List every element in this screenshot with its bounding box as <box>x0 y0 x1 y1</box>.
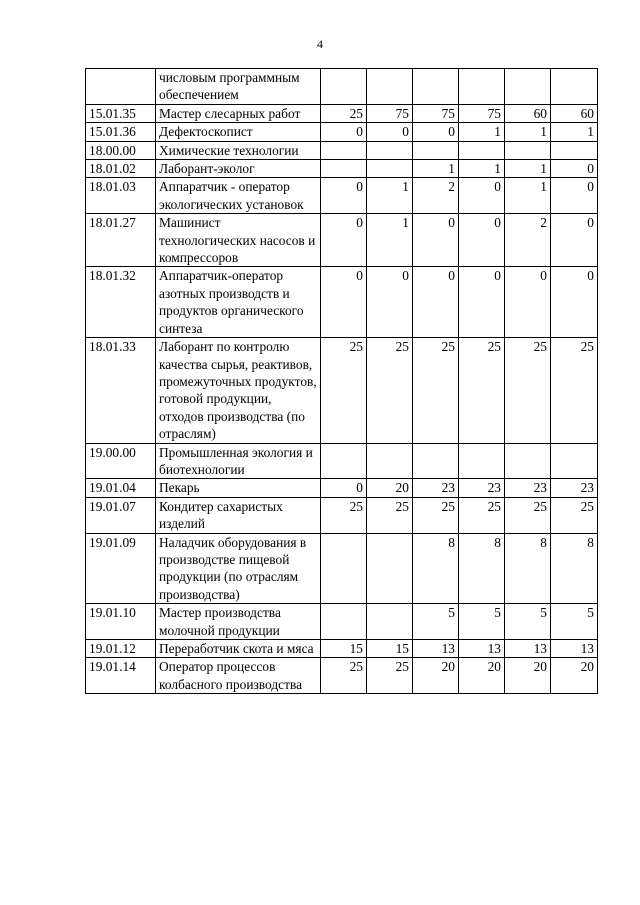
row-name: числовым программным обеспечением <box>156 69 321 105</box>
table-row <box>86 338 598 443</box>
row-value: 20 <box>505 658 551 694</box>
row-code: 18.01.03 <box>86 178 156 214</box>
row-value <box>413 443 459 479</box>
row-value: 23 <box>551 479 598 497</box>
row-value: 0 <box>551 267 598 338</box>
row-value: 0 <box>321 267 367 338</box>
row-code: 15.01.36 <box>86 123 156 141</box>
row-code: 15.01.35 <box>86 104 156 122</box>
page-number: 4 <box>317 37 323 51</box>
row-value: 5 <box>551 604 598 640</box>
row-name: Кондитер сахаристых изделий <box>156 497 321 533</box>
row-value: 0 <box>321 178 367 214</box>
row-value: 0 <box>413 123 459 141</box>
row-value: 20 <box>367 479 413 497</box>
row-value: 20 <box>459 658 505 694</box>
row-value: 23 <box>459 479 505 497</box>
row-value: 25 <box>367 338 413 443</box>
row-value: 8 <box>505 533 551 604</box>
row-value: 13 <box>413 640 459 658</box>
row-value: 25 <box>321 338 367 443</box>
row-value: 15 <box>367 640 413 658</box>
row-name: Мастер слесарных работ <box>156 104 321 122</box>
row-value: 5 <box>459 604 505 640</box>
row-value <box>367 69 413 105</box>
row-name: Мастер производства молочной продукции <box>156 604 321 640</box>
row-name: Аппаратчик-оператор азотных производств и продуктов органического синтеза <box>156 267 321 338</box>
row-value: 0 <box>551 214 598 267</box>
row-value: 1 <box>551 123 598 141</box>
row-value <box>505 443 551 479</box>
row-value: 75 <box>459 104 505 122</box>
row-code <box>86 69 156 105</box>
row-value: 75 <box>413 104 459 122</box>
row-value <box>367 141 413 159</box>
row-code: 19.01.10 <box>86 604 156 640</box>
row-value <box>367 160 413 178</box>
table-row <box>86 533 598 604</box>
row-name: Пекарь <box>156 479 321 497</box>
row-value: 25 <box>413 338 459 443</box>
row-value: 0 <box>459 214 505 267</box>
row-value: 8 <box>413 533 459 604</box>
row-value: 25 <box>551 338 598 443</box>
row-value: 2 <box>505 214 551 267</box>
row-name: Оператор процессов колбасного производства <box>156 658 321 694</box>
row-value: 25 <box>459 497 505 533</box>
row-value: 0 <box>321 214 367 267</box>
table-row <box>86 141 598 159</box>
row-value: 75 <box>367 104 413 122</box>
row-value: 0 <box>367 123 413 141</box>
row-value <box>367 443 413 479</box>
row-value: 13 <box>505 640 551 658</box>
row-value: 0 <box>551 178 598 214</box>
row-value: 0 <box>505 267 551 338</box>
row-value: 60 <box>551 104 598 122</box>
row-value: 25 <box>413 497 459 533</box>
row-value <box>367 533 413 604</box>
row-value: 1 <box>505 160 551 178</box>
row-code: 18.00.00 <box>86 141 156 159</box>
row-value: 25 <box>321 658 367 694</box>
row-value: 1 <box>413 160 459 178</box>
row-code: 18.01.27 <box>86 214 156 267</box>
table-row <box>86 123 598 141</box>
row-code: 18.01.02 <box>86 160 156 178</box>
row-code: 18.01.32 <box>86 267 156 338</box>
row-value: 1 <box>505 178 551 214</box>
row-code: 19.01.07 <box>86 497 156 533</box>
row-value <box>459 141 505 159</box>
row-value: 1 <box>367 178 413 214</box>
row-value: 0 <box>413 214 459 267</box>
row-value: 1 <box>459 123 505 141</box>
row-value: 20 <box>551 658 598 694</box>
table-row <box>86 104 598 122</box>
table-row <box>86 443 598 479</box>
row-value <box>505 69 551 105</box>
table-row <box>86 479 598 497</box>
row-value <box>459 69 505 105</box>
row-value: 0 <box>321 479 367 497</box>
row-value: 25 <box>321 497 367 533</box>
row-value: 20 <box>413 658 459 694</box>
row-value: 25 <box>551 497 598 533</box>
row-name: Химические технологии <box>156 141 321 159</box>
row-value: 15 <box>321 640 367 658</box>
row-name: Лаборант по контролю качества сырья, реактивов, промежуточных продуктов, готовой продукции, отходов производства (по отраслям) <box>156 338 321 443</box>
row-value: 2 <box>413 178 459 214</box>
row-value <box>459 443 505 479</box>
row-value: 0 <box>459 178 505 214</box>
row-value: 13 <box>551 640 598 658</box>
row-value <box>551 69 598 105</box>
row-name: Аппаратчик - оператор экологических установок <box>156 178 321 214</box>
row-value: 13 <box>459 640 505 658</box>
row-value: 0 <box>413 267 459 338</box>
table-row <box>86 214 598 267</box>
row-value: 1 <box>459 160 505 178</box>
table-row <box>86 497 598 533</box>
table-row <box>86 640 598 658</box>
row-code: 18.01.33 <box>86 338 156 443</box>
row-code: 19.01.12 <box>86 640 156 658</box>
table-row <box>86 658 598 694</box>
table-row <box>86 160 598 178</box>
row-name: Дефектоскопист <box>156 123 321 141</box>
row-value: 23 <box>505 479 551 497</box>
row-value <box>321 533 367 604</box>
row-value: 25 <box>505 338 551 443</box>
row-code: 19.01.14 <box>86 658 156 694</box>
row-value <box>551 443 598 479</box>
row-value <box>505 141 551 159</box>
row-value: 25 <box>459 338 505 443</box>
row-value: 5 <box>413 604 459 640</box>
table-row <box>86 69 598 105</box>
row-value: 8 <box>551 533 598 604</box>
row-value: 8 <box>459 533 505 604</box>
row-value: 1 <box>367 214 413 267</box>
row-value: 25 <box>367 497 413 533</box>
row-value: 25 <box>505 497 551 533</box>
row-value <box>321 443 367 479</box>
row-code: 19.01.04 <box>86 479 156 497</box>
row-value: 5 <box>505 604 551 640</box>
row-name: Промышленная экология и биотехнологии <box>156 443 321 479</box>
row-value: 25 <box>367 658 413 694</box>
row-value: 23 <box>413 479 459 497</box>
row-value <box>321 141 367 159</box>
row-value: 0 <box>367 267 413 338</box>
table-row <box>86 178 598 214</box>
row-value: 0 <box>459 267 505 338</box>
table-row <box>86 604 598 640</box>
row-value <box>413 141 459 159</box>
row-value: 0 <box>321 123 367 141</box>
row-code: 19.01.09 <box>86 533 156 604</box>
row-name: Лаборант-эколог <box>156 160 321 178</box>
row-name: Машинист технологических насосов и компрессоров <box>156 214 321 267</box>
specialties-table <box>85 68 598 694</box>
row-value: 1 <box>505 123 551 141</box>
row-value <box>321 160 367 178</box>
row-value: 60 <box>505 104 551 122</box>
row-value <box>367 604 413 640</box>
row-name: Переработчик скота и мяса <box>156 640 321 658</box>
row-value: 25 <box>321 104 367 122</box>
row-value <box>551 141 598 159</box>
row-value <box>321 604 367 640</box>
row-code: 19.00.00 <box>86 443 156 479</box>
row-value <box>413 69 459 105</box>
row-name: Наладчик оборудования в производстве пищевой продукции (по отраслям производства) <box>156 533 321 604</box>
row-value: 0 <box>551 160 598 178</box>
table-row <box>86 267 598 338</box>
row-value <box>321 69 367 105</box>
